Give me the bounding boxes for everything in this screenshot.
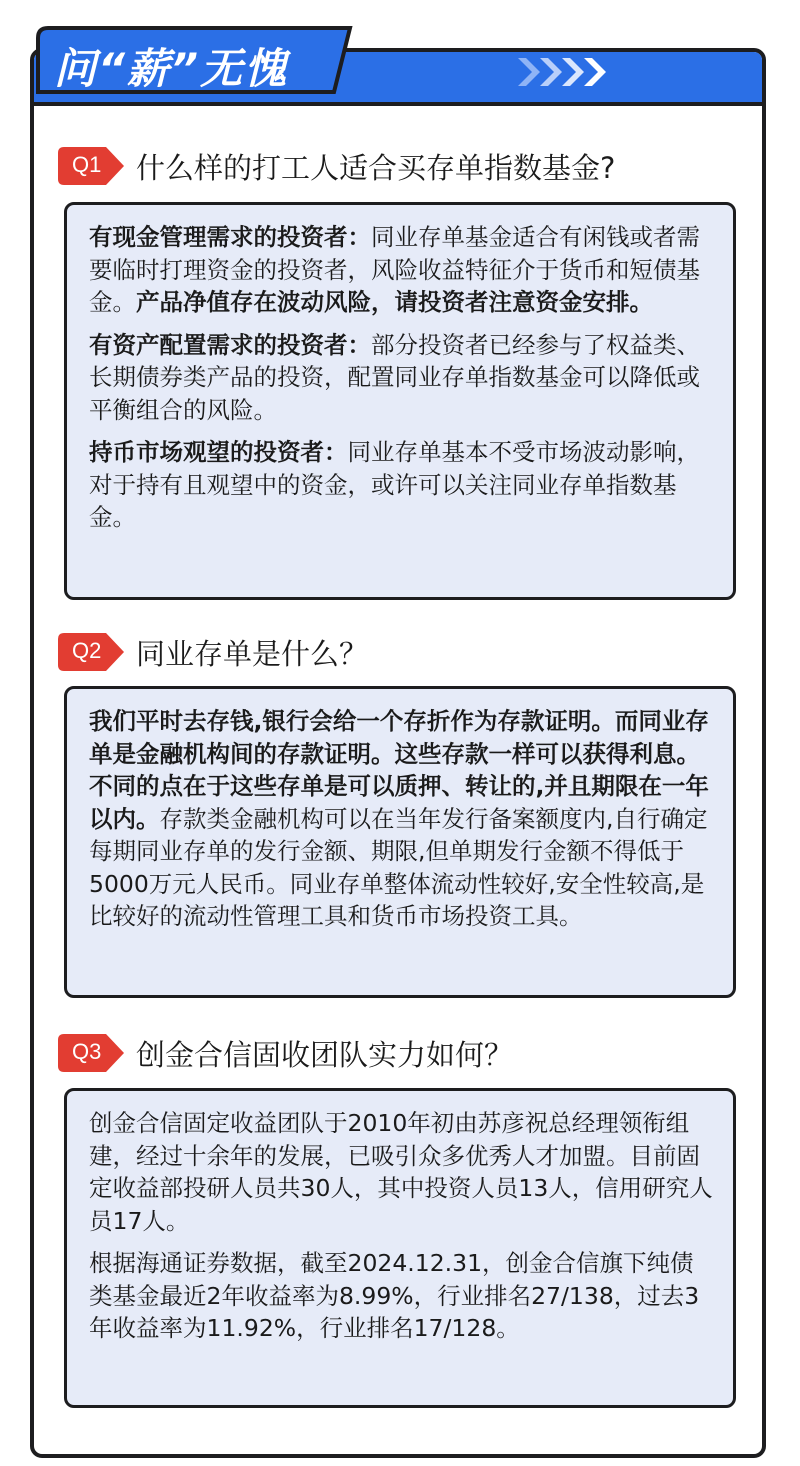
q2-badge-label: Q2	[72, 638, 102, 663]
q1-para-3	[89, 436, 715, 534]
q1-title: 什么样的打工人适合买存单指数基金?	[136, 150, 616, 185]
q1-p3-bold: 持币市场观望的投资者：	[89, 438, 348, 466]
q2-heading	[58, 632, 368, 672]
q2-card	[64, 686, 736, 998]
q1-p3-text: 同业存单基本不受市场波动影响，对于持有且观望中的资金，或许可以关注同业存单指数基金。	[89, 438, 700, 531]
q1-badge	[58, 147, 128, 185]
q1-card	[64, 202, 736, 600]
q3-title: 创金合信固收团队实力如何？	[136, 1037, 514, 1072]
q3-heading	[58, 1033, 513, 1073]
q1-p1-bold: 有现金管理需求的投资者：	[89, 223, 371, 251]
q2-badge	[58, 633, 128, 671]
q1-para-2	[89, 329, 715, 427]
q2-title: 同业存单是什么？	[136, 636, 369, 671]
q3-badge-label: Q3	[72, 1039, 102, 1064]
q2-p1-text: 存款类金融机构可以在当年发行备案额度内,自行确定每期同业存单的发行金额、期限,但单期发行金额不得低于5000万元人民币。同业存单整体流动性较好,安全性较高,是比较好的流动性管理工具和货币市场投资工具。	[89, 804, 708, 930]
q1-badge-label: Q1	[72, 152, 102, 177]
q3-badge	[58, 1034, 128, 1072]
q3-para-1: 创金合信固定收益团队于2010年初由苏彦祝总经理领衔组建，经过十余年的发展，已吸引众多优秀人才加盟。目前固定收益部投研人员共30人，其中投资人员13人，信用研究人员17人。	[89, 1109, 713, 1235]
q2-para-1	[89, 705, 715, 933]
q1-p2-bold: 有资产配置需求的投资者：	[89, 330, 371, 359]
q1-p2-text: 部分投资者已经参与了权益类、长期债券类产品的投资，配置同业存单指数基金可以降低或平衡组合的风险。	[89, 330, 700, 424]
page-title: 问“薪”无愧	[54, 44, 289, 93]
q1-p1-bold2: 产品净值存在波动风险，请投资者注意资金安排。	[136, 288, 653, 316]
title-tab	[34, 24, 354, 96]
chevrons-icon	[514, 55, 606, 89]
q1-p1-text: 同业存单基金适合有闲钱或者需要临时打理资金的投资者，风险收益特征介于货币和短债基金。	[89, 223, 700, 316]
q3-para-2: 根据海通证券数据，截至2024.12.31，创金合信旗下纯债类基金最近2年收益率为8.99%，行业排名27/138，过去3年收益率为11.92%，行业排名17/128。	[89, 1249, 700, 1342]
q2-p1-bold: 我们平时去存钱,银行会给一个存折作为存款证明。而同业存单是金融机构间的存款证明。这些存款一样可以获得利息。不同的点在于这些存单是可以质押、转让的,并且期限在一年以内。	[89, 707, 709, 833]
q1-heading	[58, 146, 615, 186]
q3-card	[64, 1088, 736, 1408]
q1-para-1	[89, 221, 715, 319]
